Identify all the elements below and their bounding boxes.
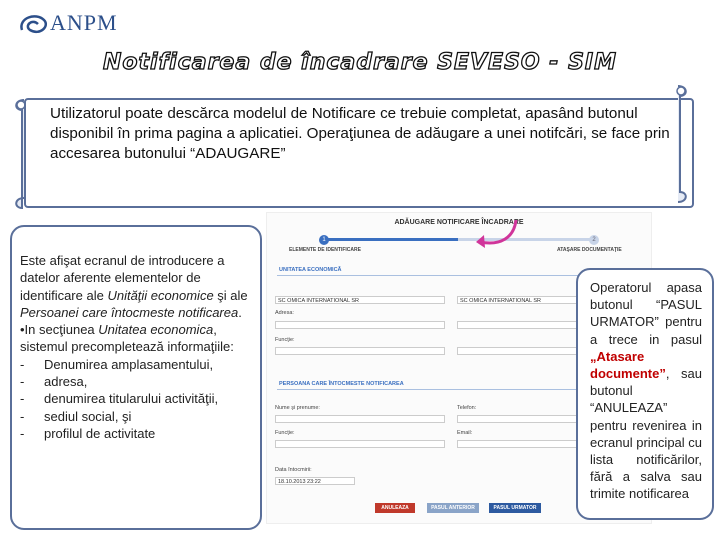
data-label: Data întocmirii: xyxy=(275,467,312,473)
functie-field[interactable] xyxy=(275,347,445,355)
form-header: ADĂUGARE NOTIFICARE ÎNCADRARE xyxy=(394,219,524,226)
list-item: - adresa, xyxy=(20,374,88,390)
step-1-dot[interactable]: 1 xyxy=(319,235,329,245)
curved-arrow-icon xyxy=(464,214,524,254)
data-field[interactable]: 18.10.2013 23:22 xyxy=(275,477,355,485)
list-item-text: sediul social, şi xyxy=(44,408,132,424)
text-run: •In secţiunea xyxy=(20,322,99,338)
text-run: şi ale xyxy=(213,287,248,303)
intro-box xyxy=(24,98,694,208)
nume-field[interactable] xyxy=(275,415,445,423)
list-item: - profilul de activitate xyxy=(20,425,156,441)
left-description-text xyxy=(20,252,254,442)
logo-text: ANPM xyxy=(50,10,118,35)
page-title: Notificarea de încadrare SEVESO - SIM xyxy=(103,50,617,75)
denumire-field[interactable]: SC OMICA INTERNATIONAL SR xyxy=(275,296,445,304)
titular-field[interactable]: SC OMICA INTERNATIONAL SR xyxy=(457,296,627,304)
section-unitatea-economica: UNITATEA ECONOMICĂ xyxy=(279,267,342,273)
right-paragraph xyxy=(590,279,702,503)
step-2-dot[interactable]: 2 xyxy=(589,235,599,245)
highlighted-step-name: „Atasare documente” xyxy=(590,348,666,382)
left-paragraph-1 xyxy=(20,252,254,321)
list-item-text: Denumirea amplasamentului, xyxy=(44,356,214,372)
text-run-italic: Persoanei care întocmeste notificarea xyxy=(20,304,239,320)
left-description-panel xyxy=(10,225,262,530)
scroll-roll-right-icon xyxy=(668,82,690,206)
functie2-field[interactable] xyxy=(275,440,445,448)
section-persoana: PERSOANA CARE ÎNTOCMESTE NOTIFICAREA xyxy=(279,381,404,387)
right-explanation-panel xyxy=(576,268,714,520)
text-run: . xyxy=(238,304,242,320)
list-item: - sediul social, şi xyxy=(20,408,132,424)
functie2-label: Funcţie: xyxy=(275,430,295,436)
text-run: , sistemul precompletează informaţiile: xyxy=(20,322,234,355)
text-run: , sau butonul “ANULEAZA” pentru revenirea in ecranul principal cu lista notificărilor, fără a salva sau trimite notificarea xyxy=(590,366,703,502)
list-item: - denumirea titularului activităţii, xyxy=(20,391,219,407)
adresa-label: Adresa: xyxy=(275,310,294,316)
right-explanation-text xyxy=(590,279,702,503)
text-run-italic: Unităţii economice xyxy=(107,287,214,303)
next-step-button[interactable]: PASUL URMATOR xyxy=(489,503,541,513)
email-label: Email: xyxy=(457,430,473,436)
list-item-text: profilul de activitate xyxy=(44,425,156,441)
intro-text: Utilizatorul poate descărca modelul de Notificare ce trebuie completat, apasând butonul disponibil în prima pagina a aplicatiei. Operaţiunea de adăugare a unei notifcări, se face prin accesarea butonului “ADAUGARE” xyxy=(50,105,670,162)
text-run: Este afişat ecranul de introducere a datelor aferente elementelor de identificare ale xyxy=(20,253,225,303)
functie-label: Funcţie: xyxy=(275,337,295,343)
left-paragraph-2 xyxy=(20,321,254,356)
telefon-label: Telefon: xyxy=(457,405,477,411)
list-item-text: denumirea titularului activităţii, xyxy=(44,391,219,407)
text-run-italic: Unitatea economica xyxy=(98,322,214,338)
cancel-button[interactable]: ANULEAZA xyxy=(375,503,415,513)
previous-step-button[interactable]: PASUL ANTERIOR xyxy=(427,503,479,513)
intro-scroll-banner xyxy=(12,90,690,214)
list-item: - Denumirea amplasamentului, xyxy=(20,356,214,372)
step-2-label: ATAŞARE DOCUMENTAŢIE xyxy=(557,247,622,253)
progress-fill xyxy=(323,238,458,241)
nume-label: Nume şi prenume: xyxy=(275,405,320,411)
adresa-field[interactable] xyxy=(275,321,445,329)
text-run: Operatorul apasa butonul “PASUL URMATOR” pentru a trece in pasul xyxy=(590,280,702,347)
step-1-label: ELEMENTE DE IDENTIFICARE xyxy=(289,247,361,253)
list-item-text: adresa, xyxy=(44,374,88,390)
